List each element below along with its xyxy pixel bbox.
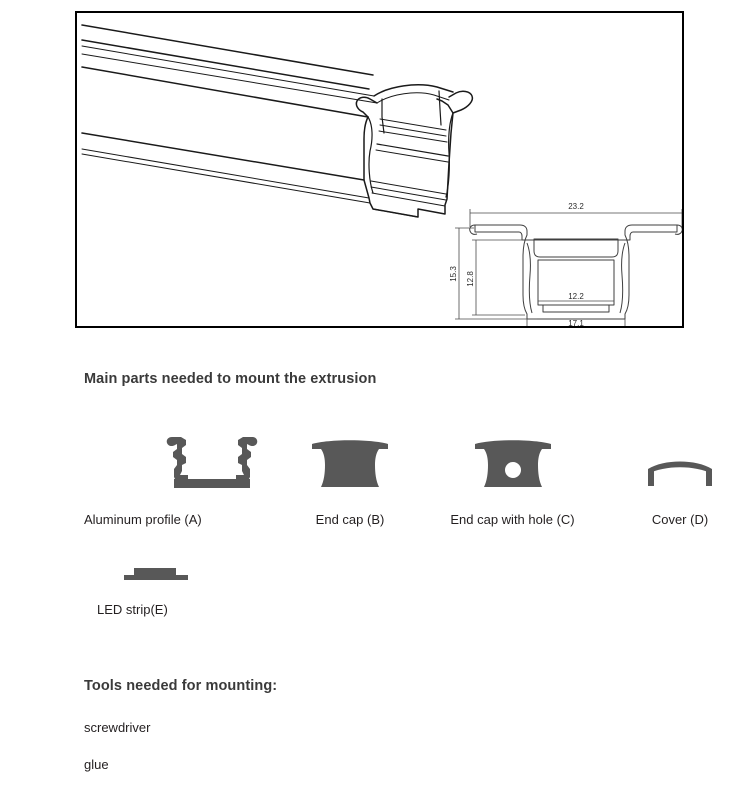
part-label: LED strip(E) [97, 602, 168, 617]
technical-drawing-frame [75, 11, 684, 328]
main-parts-heading: Main parts needed to mount the extrusion [84, 371, 377, 387]
extrusion-drawing-svg [77, 13, 682, 326]
dim-top-width: 23.2 [568, 202, 584, 211]
tool-list-item: screwdriver [84, 720, 151, 735]
part-label: Cover (D) [651, 512, 709, 527]
part-label: Aluminum profile (A) [84, 512, 202, 527]
isometric-extrusion-view [82, 25, 472, 217]
part-item-end-cap-with-hole [405, 412, 620, 527]
end-cap-with-hole-icon [472, 431, 554, 493]
led-strip-icon [120, 560, 192, 584]
diffuser-cover-icon [644, 431, 716, 493]
cross-section-dimension-drawing [449, 202, 682, 326]
dim-inner-height: 12.8 [466, 271, 475, 287]
extrusion-cross-section-icon [160, 431, 264, 493]
tool-list-item: glue [84, 757, 109, 772]
part-item-led-strip [75, 560, 295, 622]
part-label: End cap (B) [315, 512, 385, 527]
part-label: End cap with hole (C) [450, 512, 575, 527]
dim-inner-bottom-width: 12.2 [568, 292, 584, 301]
parts-list [75, 412, 709, 527]
end-cap-icon [309, 431, 391, 493]
part-item-aluminum-profile [75, 412, 290, 527]
dim-total-height: 15.3 [449, 266, 458, 282]
dim-bottom-width: 17.1 [568, 319, 584, 326]
part-item-cover [605, 412, 750, 527]
tools-heading: Tools needed for mounting: [84, 678, 278, 694]
